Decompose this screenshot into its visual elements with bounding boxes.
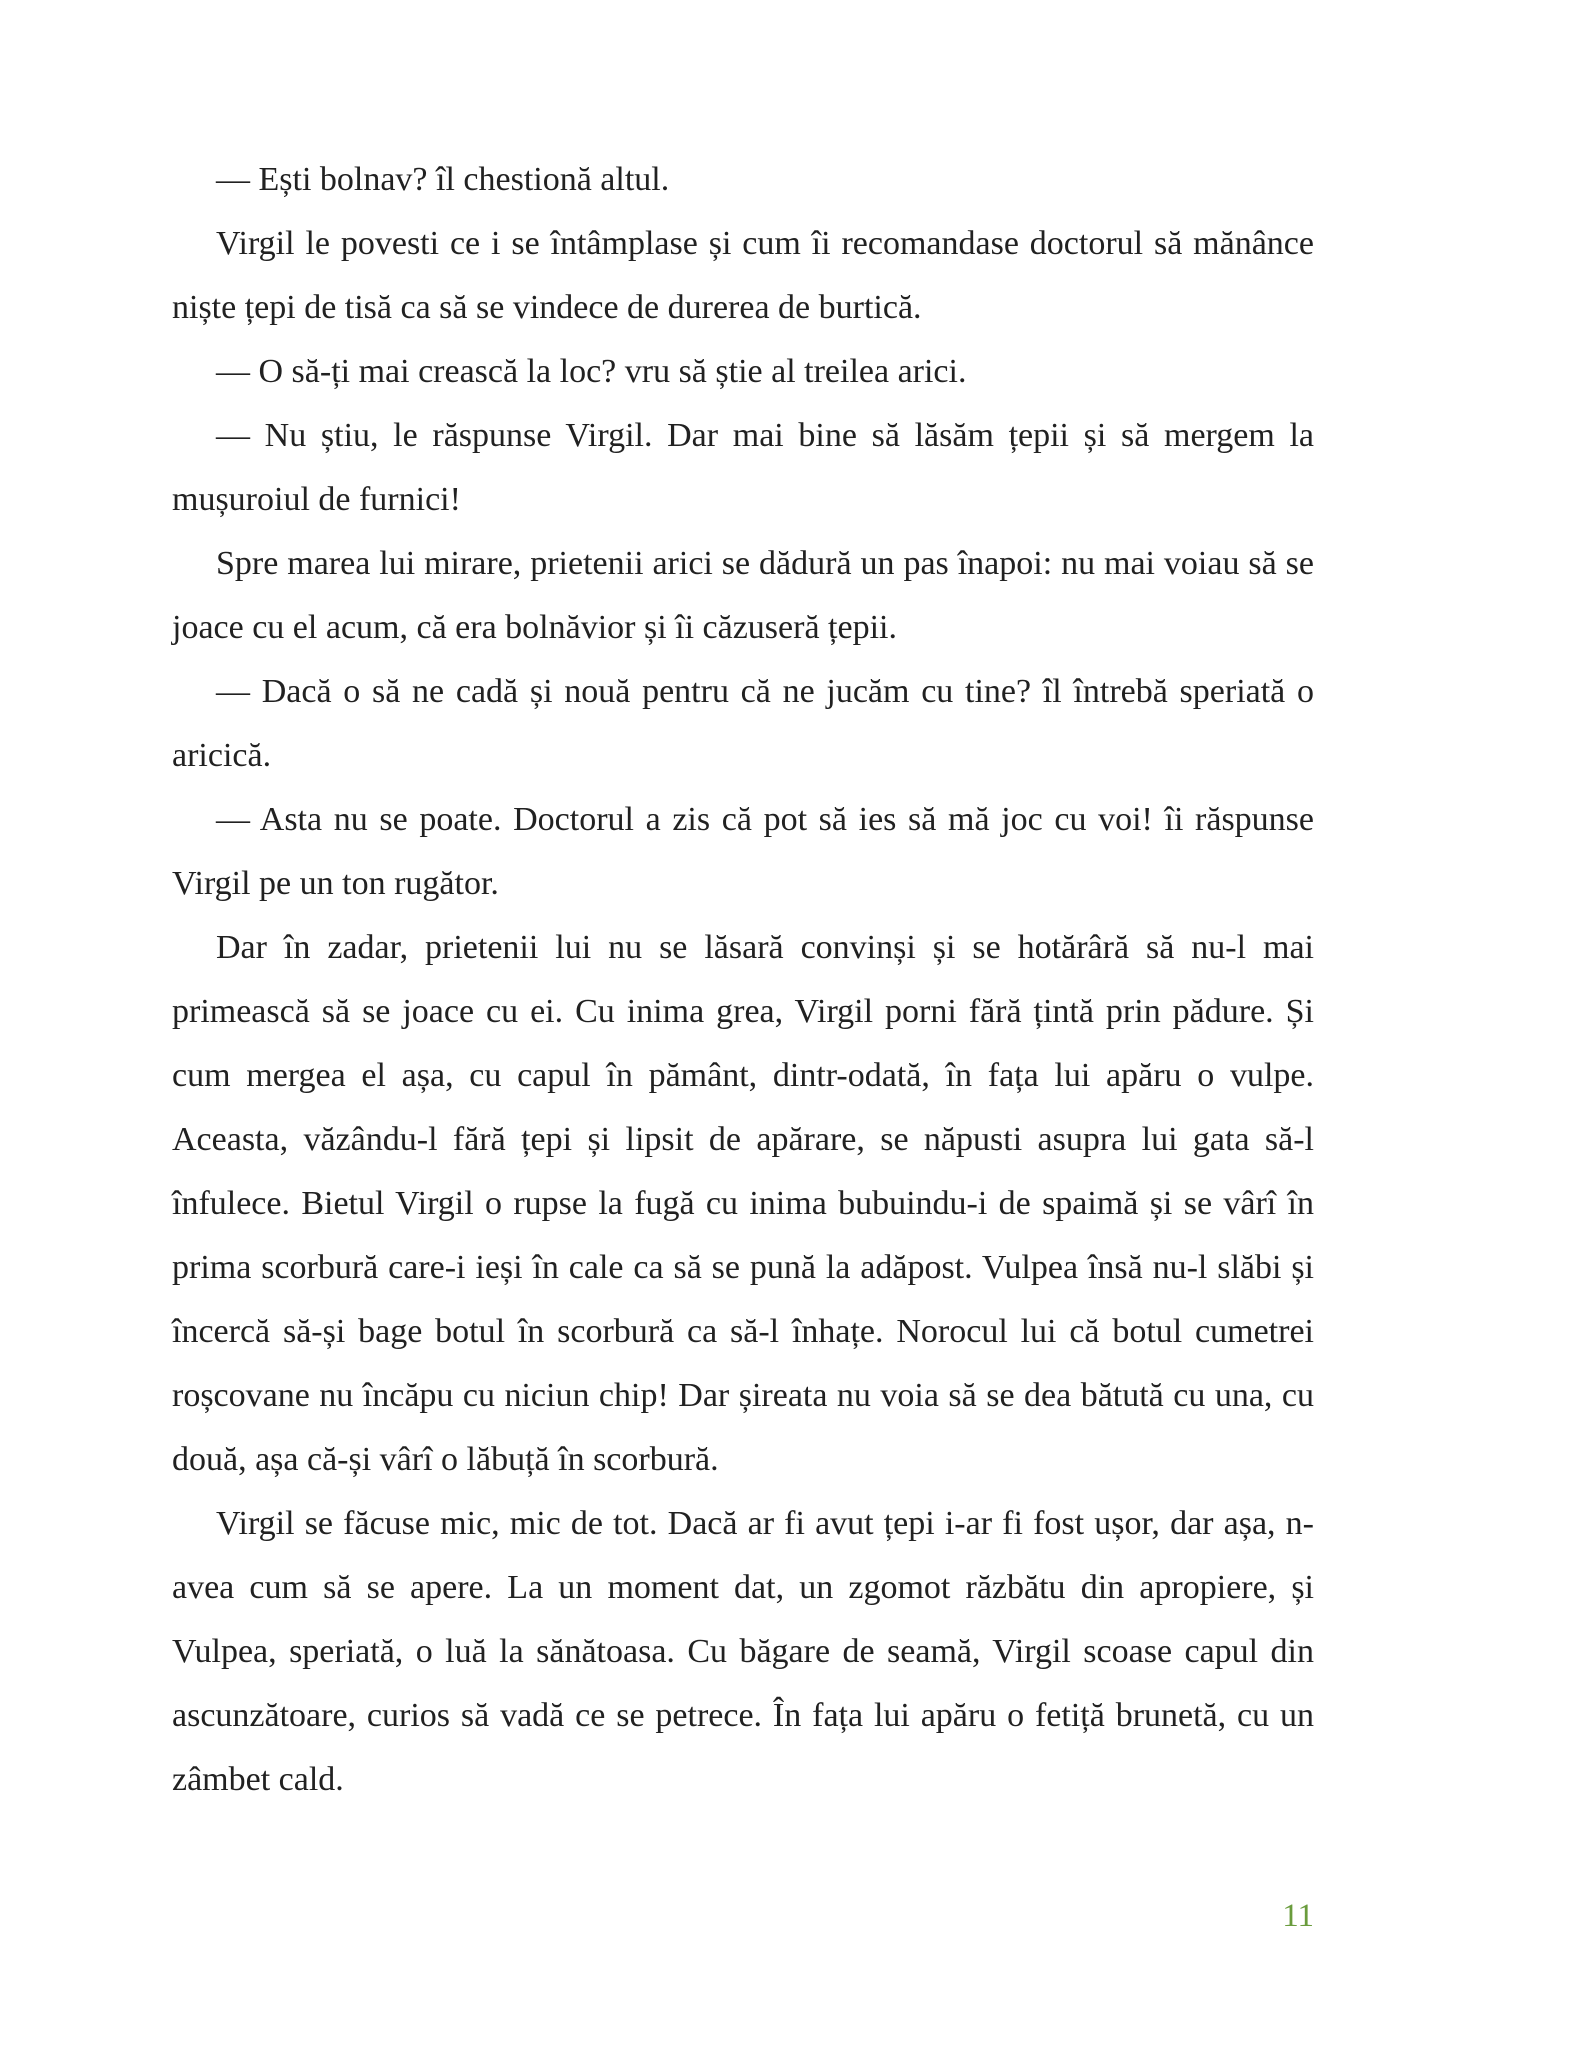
paragraph-dialogue: — Ești bolnav? îl chestionă altul. <box>216 161 670 198</box>
paragraph-dialogue: — Nu știu, le răspunse Virgil. Dar mai bine să lăsăm țepii și să mergem la mușuroiul de furnici! <box>172 417 1314 518</box>
paragraph-narrative: Virgil se făcuse mic, mic de tot. Dacă ar fi avut țepi i-ar fi fost ușor, dar așa, n-avea cum să se apere. La un moment dat, un zgomot răzbătu din apropiere, și Vulpea, speriată, o luă la sănătoasa. Cu băgare de seamă, Virgil scoase capul din ascunzătoare, curios să vadă ce se petrece. În fața lui apăru o fetiță brunetă, cu un zâmbet cald. <box>172 1505 1314 1798</box>
paragraph-dialogue: — Dacă o să ne cadă și nouă pentru că ne jucăm cu tine? îl întrebă speriată o aricică. <box>172 673 1314 774</box>
story-text-block <box>172 148 1314 1812</box>
paragraph-narrative: Dar în zadar, prietenii lui nu se lăsară convinși și se hotărâră să nu-l mai primească să se joace cu ei. Cu inima grea, Virgil porni fără țintă prin pădure. Și cum mergea el așa, cu capul în pământ, dintr-odată, în fața lui apăru o vulpe. Aceasta, văzându-l fără țepi și lipsit de apărare, se năpusti asupra lui gata să-l înfulece. Bietul Virgil o rupse la fugă cu inima bubuindu-i de spaimă și se vârî în prima scorbură care-i ieși în cale ca să se pună la adăpost. Vulpea însă nu-l slăbi și încercă să-și bage botul în scorbură ca să-l înhațe. Norocul lui că botul cumetrei roșcovane nu încăpu cu niciun chip! Dar șireata nu voia să se dea bătută cu una, cu două, așa că-și vârî o lăbuță în scorbură. <box>172 929 1314 1478</box>
paragraph-dialogue: — Asta nu se poate. Doctorul a zis că pot să ies să mă joc cu voi! îi răspunse Virgil pe un ton rugător. <box>172 801 1314 902</box>
paragraph-narrative: Virgil le povesti ce i se întâmplase și cum îi recomandase doctorul să mănânce niște țepi de tisă ca să se vindece de durerea de burtică. <box>172 225 1314 326</box>
paragraph-dialogue: — O să-ți mai crească la loc? vru să știe al treilea arici. <box>216 353 967 390</box>
page-number: 11 <box>1282 1898 1314 1934</box>
paragraph-narrative: Spre marea lui mirare, prietenii arici se dădură un pas înapoi: nu mai voiau să se joace cu el acum, că era bolnăvior și îi căzuseră țepii. <box>172 545 1314 646</box>
